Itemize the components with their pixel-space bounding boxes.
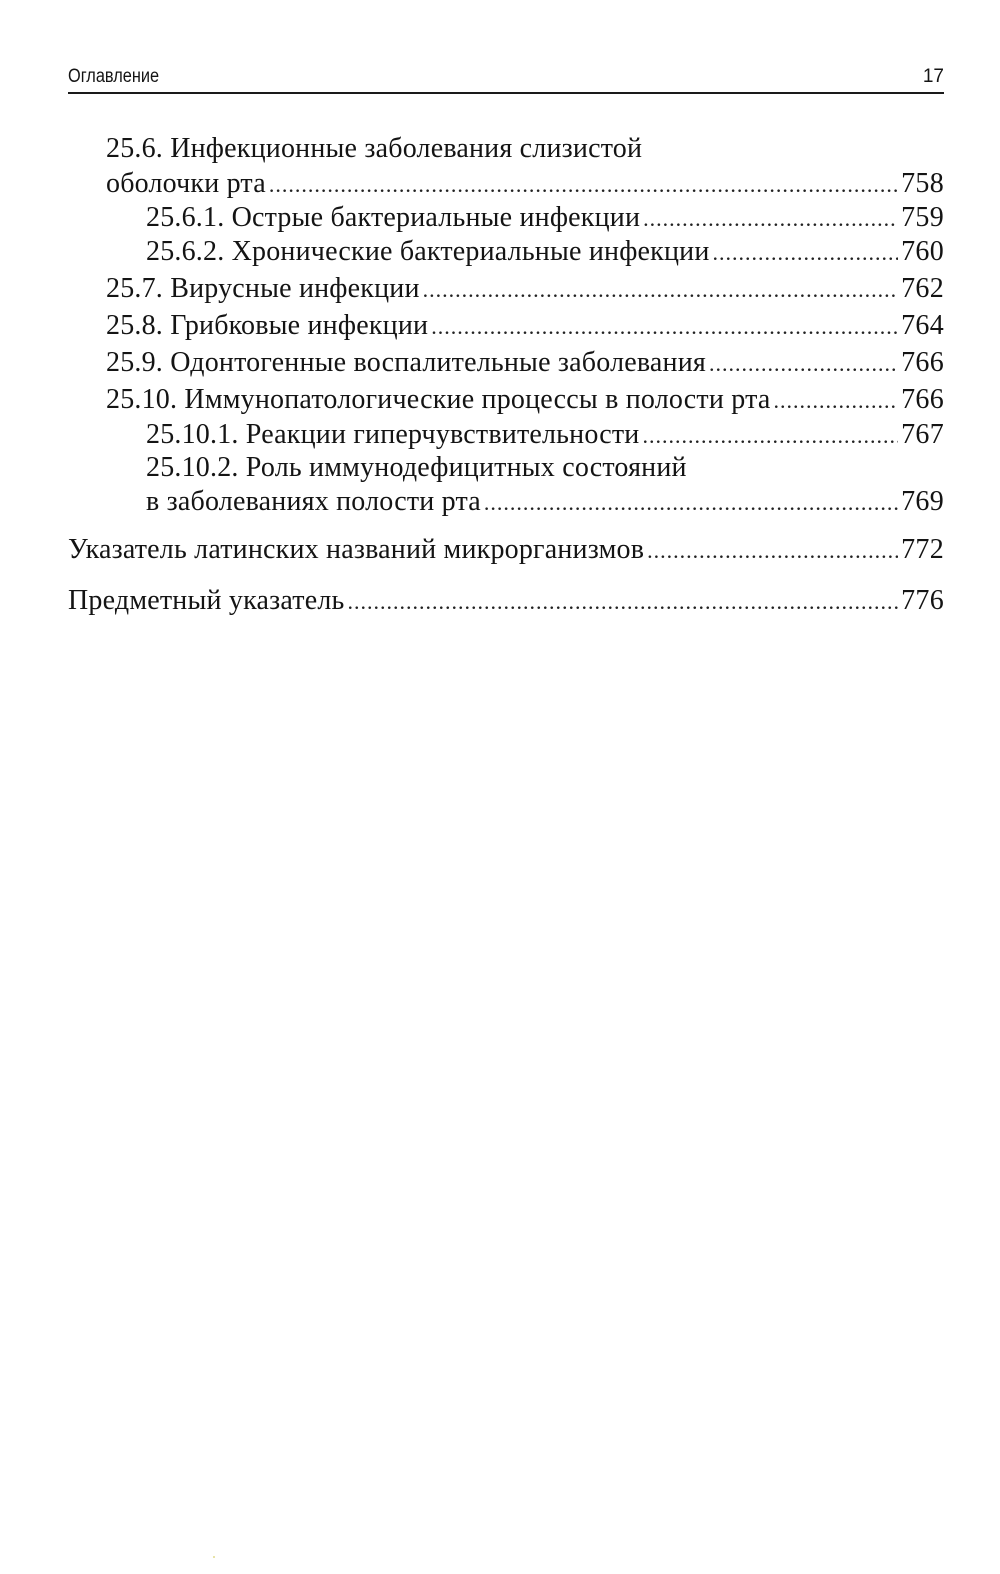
toc-entry-25-6-cont[interactable] <box>106 166 944 202</box>
running-head-page-number: 17 <box>922 66 944 87</box>
toc-entry-25-10-2[interactable] <box>146 450 687 486</box>
toc-entry-25-10-2-cont[interactable] <box>146 484 944 520</box>
toc-entry-title: 25.6.2. Хронические бактериальные инфекции <box>146 236 710 267</box>
toc-entry-25-6-1[interactable] <box>146 200 944 236</box>
toc-entry-subject-index[interactable] <box>68 583 944 619</box>
dot-leader <box>269 167 898 203</box>
running-head <box>68 62 944 94</box>
toc-entry-title: 25.7. Вирусные инфекции <box>106 273 420 304</box>
dot-leader <box>773 383 898 419</box>
toc-entry-25-9[interactable] <box>106 345 944 381</box>
toc-entry-page: 758 <box>901 168 944 199</box>
toc-entry-title: 25.9. Одонтогенные воспалительные заболевания <box>106 347 706 378</box>
dot-leader <box>484 485 898 521</box>
toc-entry-latin-index[interactable] <box>68 532 944 568</box>
toc-entry-title: в заболеваниях полости рта <box>146 486 481 517</box>
toc-entry-title: 25.10.2. Роль иммунодефицитных состояний <box>146 452 687 483</box>
paper-speck <box>213 1556 215 1558</box>
dot-leader <box>347 584 898 620</box>
running-head-title: Оглавление <box>68 66 160 87</box>
dot-leader <box>643 201 898 237</box>
toc-entry-title: оболочки рта <box>106 168 266 199</box>
toc-entry-page: 767 <box>901 419 944 450</box>
toc-entry-title: 25.10.1. Реакции гиперчувствительности <box>146 419 640 450</box>
toc-entry-page: 760 <box>901 236 944 267</box>
toc-entry-page: 759 <box>901 202 944 233</box>
toc-entry-page: 766 <box>901 384 944 415</box>
toc-entry-title: 25.8. Грибковые инфекции <box>106 310 429 341</box>
dot-leader <box>713 235 899 271</box>
dot-leader <box>431 309 898 345</box>
toc-entry-25-6-2[interactable] <box>146 234 944 270</box>
toc-entry-25-7[interactable] <box>106 271 944 307</box>
toc-entry-title: Предметный указатель <box>68 585 345 616</box>
toc-entry-page: 772 <box>901 534 944 565</box>
toc-entry-title: 25.6. Инфекционные заболевания слизистой <box>106 133 643 164</box>
toc-entry-page: 764 <box>901 310 944 341</box>
toc-entry-page: 776 <box>901 585 944 616</box>
dot-leader <box>423 272 898 308</box>
toc-entry-25-10-1[interactable] <box>146 417 944 453</box>
toc-entry-page: 769 <box>901 486 944 517</box>
toc-entry-title: 25.6.1. Острые бактериальные инфекции <box>146 202 641 233</box>
toc-entry-25-10[interactable] <box>106 382 944 418</box>
toc-entry-page: 762 <box>901 273 944 304</box>
dot-leader <box>643 418 899 454</box>
toc-entry-title: Указатель латинских названий микрорганизмов <box>68 534 645 565</box>
toc-entry-page: 766 <box>901 347 944 378</box>
toc-entry-25-8[interactable] <box>106 308 944 344</box>
toc-entry-title: 25.10. Иммунопатологические процессы в полости рта <box>106 384 771 415</box>
dot-leader <box>647 533 898 569</box>
toc-entry-25-6[interactable] <box>106 131 642 167</box>
dot-leader <box>709 346 898 382</box>
